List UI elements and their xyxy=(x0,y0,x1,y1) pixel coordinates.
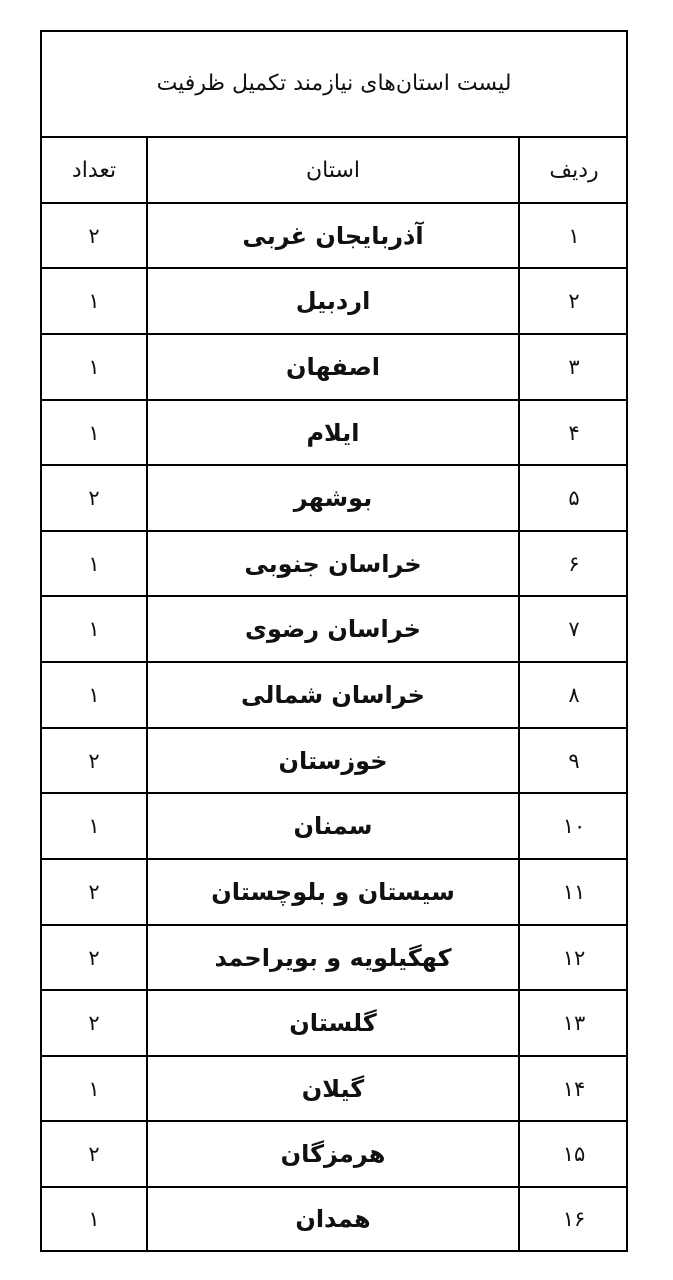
row-province: اصفهان xyxy=(285,353,381,381)
row-count: ۲ xyxy=(88,748,100,773)
table-title: لیست استان‌های نیازمند تکمیل ظرفیت xyxy=(156,71,512,96)
table-row xyxy=(42,532,626,597)
row-number: ۱۵ xyxy=(562,1142,586,1166)
table-row xyxy=(42,663,626,729)
row-province: بوشهر xyxy=(293,484,373,512)
table-row xyxy=(42,860,626,926)
row-province: خوزستان xyxy=(278,746,388,775)
row-province: سمنان xyxy=(293,812,373,840)
row-number: ۶ xyxy=(568,551,580,576)
table-row xyxy=(42,1057,626,1122)
table-row xyxy=(42,597,626,663)
table-row xyxy=(42,926,626,991)
row-province: خراسان جنوبی xyxy=(244,549,422,578)
row-number: ۴ xyxy=(568,420,580,445)
table-row xyxy=(42,1188,626,1250)
row-count: ۱ xyxy=(88,1076,100,1101)
row-province: گلستان xyxy=(289,1009,377,1037)
row-count: ۲ xyxy=(88,486,100,510)
row-number: ۱ xyxy=(568,223,580,248)
row-count: ۲ xyxy=(88,223,100,248)
table-title-cell xyxy=(42,32,626,138)
row-count: ۲ xyxy=(88,1142,100,1166)
row-count: ۲ xyxy=(88,880,100,904)
row-number: ۵ xyxy=(568,486,580,510)
row-number: ۸ xyxy=(568,683,580,707)
table-row xyxy=(42,991,626,1057)
row-province: اردبیل xyxy=(295,287,371,315)
row-number: ۱۱ xyxy=(562,880,586,904)
table-row xyxy=(42,729,626,794)
table-row xyxy=(42,204,626,269)
row-province: سیستان و بلوچستان xyxy=(211,878,455,906)
row-number: ۲ xyxy=(568,289,580,313)
table-row xyxy=(42,401,626,466)
table-row xyxy=(42,466,626,532)
row-count: ۱ xyxy=(88,420,100,445)
row-province: کهگیلویه و بویراحمد xyxy=(214,943,452,972)
table-row xyxy=(42,794,626,860)
row-number: ۱۴ xyxy=(562,1076,586,1101)
row-number: ۱۳ xyxy=(562,1011,586,1035)
table-row xyxy=(42,1122,626,1188)
row-province: هرمزگان xyxy=(280,1140,386,1168)
table-row xyxy=(42,269,626,335)
row-count: ۱ xyxy=(88,683,100,707)
row-count: ۱ xyxy=(88,355,100,379)
row-province: خراسان رضوی xyxy=(245,615,421,643)
row-province: همدان xyxy=(295,1205,371,1233)
table-row xyxy=(42,335,626,401)
header-count: تعداد xyxy=(71,157,117,183)
row-province: ایلام xyxy=(306,418,360,447)
row-count: ۱ xyxy=(88,1207,100,1231)
row-count: ۲ xyxy=(88,1011,100,1035)
province-capacity-table xyxy=(40,30,628,1252)
row-number: ۱۰ xyxy=(562,814,586,838)
table-header-row xyxy=(42,138,626,204)
row-count: ۱ xyxy=(88,814,100,838)
row-number: ۱۶ xyxy=(562,1207,586,1231)
row-count: ۲ xyxy=(88,945,100,970)
header-row-number: ردیف xyxy=(549,157,599,183)
row-number: ۹ xyxy=(568,748,580,773)
row-number: ۳ xyxy=(568,355,580,379)
row-province: گیلان xyxy=(301,1074,365,1103)
row-number: ۱۲ xyxy=(562,945,586,970)
row-province: آذربایجان غربی xyxy=(242,221,424,250)
row-count: ۱ xyxy=(88,617,100,641)
row-province: خراسان شمالی xyxy=(241,681,425,709)
header-province: استان xyxy=(305,157,361,183)
row-number: ۷ xyxy=(568,617,580,641)
row-count: ۱ xyxy=(88,551,100,576)
row-count: ۱ xyxy=(88,289,100,313)
